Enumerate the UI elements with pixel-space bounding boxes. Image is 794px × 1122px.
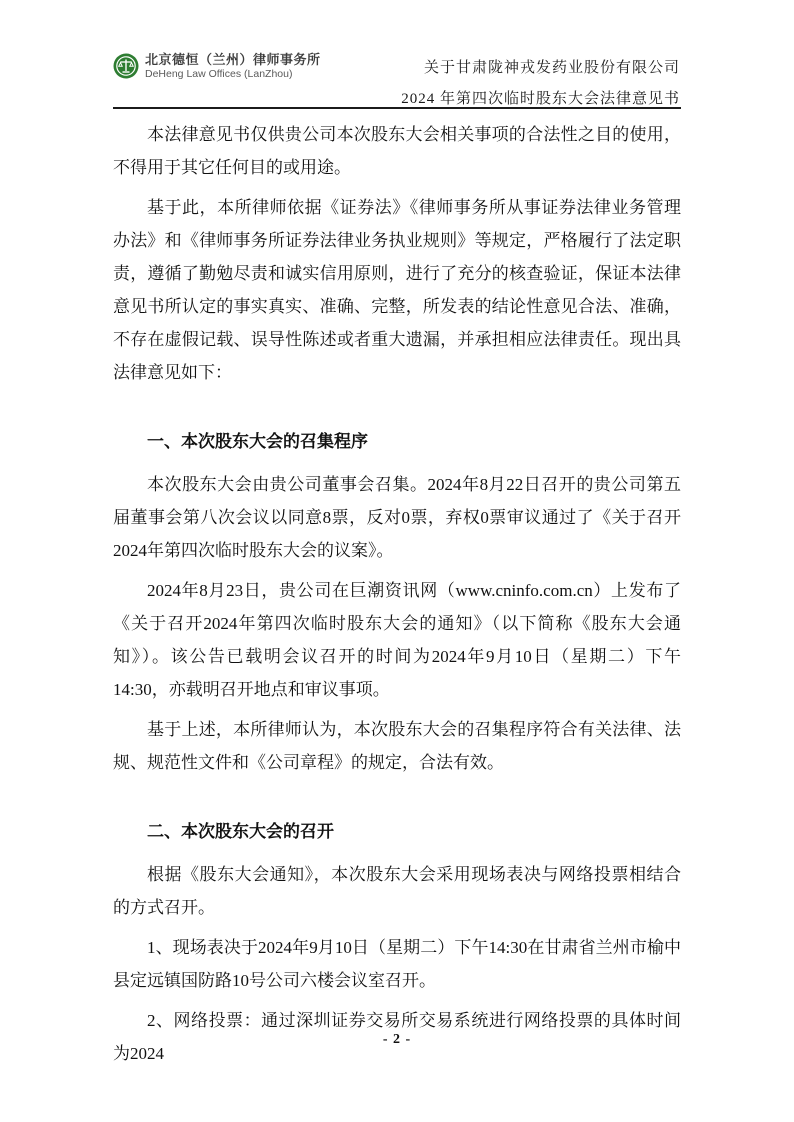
section2-paragraph: 根据《股东大会通知》，本次股东大会采用现场表决与网络投票相结合的方式召开。 bbox=[113, 865, 681, 917]
law-firm-logo bbox=[113, 52, 321, 84]
header-divider bbox=[113, 107, 681, 109]
document-header-titles bbox=[401, 58, 680, 109]
law-firm-name-en: DeHeng Law Offices (LanZhou) bbox=[145, 68, 293, 80]
section-heading-1: 一、本次股东大会的召集程序 bbox=[147, 432, 368, 451]
header-title-company: 关于甘肃陇神戎发药业股份有限公司 bbox=[423, 60, 680, 76]
section2-paragraph: 2、网络投票：通过深圳证券交易所交易系统进行网络投票的具体时间为2024 bbox=[113, 1011, 681, 1063]
section1-paragraph: 基于上述，本所律师认为，本次股东大会的召集程序符合有关法律、法规、规范性文件和《公司章程》的规定，合法有效。 bbox=[113, 720, 681, 772]
section-heading-2: 二、本次股东大会的召开 bbox=[147, 822, 334, 841]
section1-paragraph: 2024年8月23日，贵公司在巨潮资讯网（www.cninfo.com.cn）上发布了《关于召开2024年第四次临时股东大会的通知》（以下简称《股东大会通知》）。该公告已载明会议召开的时间为2024年9月10日（星期二）下午14:30，亦载明召开地点和审议事项。 bbox=[113, 581, 681, 699]
section1-paragraph: 本次股东大会由贵公司董事会召集。2024年8月22日召开的贵公司第五届董事会第八次会议以同意8票，反对0票，弃权0票审议通过了《关于召开2024年第四次临时股东大会的议案》。 bbox=[113, 475, 681, 560]
intro-paragraph: 本法律意见书仅供贵公司本次股东大会相关事项的合法性之目的使用，不得用于其它任何目的或用途。 bbox=[113, 125, 681, 177]
deheng-logo-icon bbox=[113, 52, 139, 84]
page-number: - 2 - bbox=[382, 1032, 412, 1047]
law-firm-name-cn: 北京德恒（兰州）律师事务所 bbox=[145, 52, 321, 67]
document-body bbox=[113, 118, 681, 1077]
header-title-document: 2024 年第四次临时股东大会法律意见书 bbox=[401, 91, 680, 107]
intro-paragraph: 基于此，本所律师依据《证券法》《律师事务所从事证券法律业务管理办法》和《律师事务所证券法律业务执业规则》等规定，严格履行了法定职责，遵循了勤勉尽责和诚实信用原则，进行了充分的核查验证，保证本法律意见书所认定的事实真实、准确、完整，所发表的结论性意见合法、准确，不存在虚假记载、误导性陈述或者重大遗漏，并承担相应法律责任。现出具法律意见如下： bbox=[113, 198, 681, 382]
section2-paragraph: 1、现场表决于2024年9月10日（星期二）下午14:30在甘肃省兰州市榆中县定远镇国防路10号公司六楼会议室召开。 bbox=[113, 938, 681, 990]
